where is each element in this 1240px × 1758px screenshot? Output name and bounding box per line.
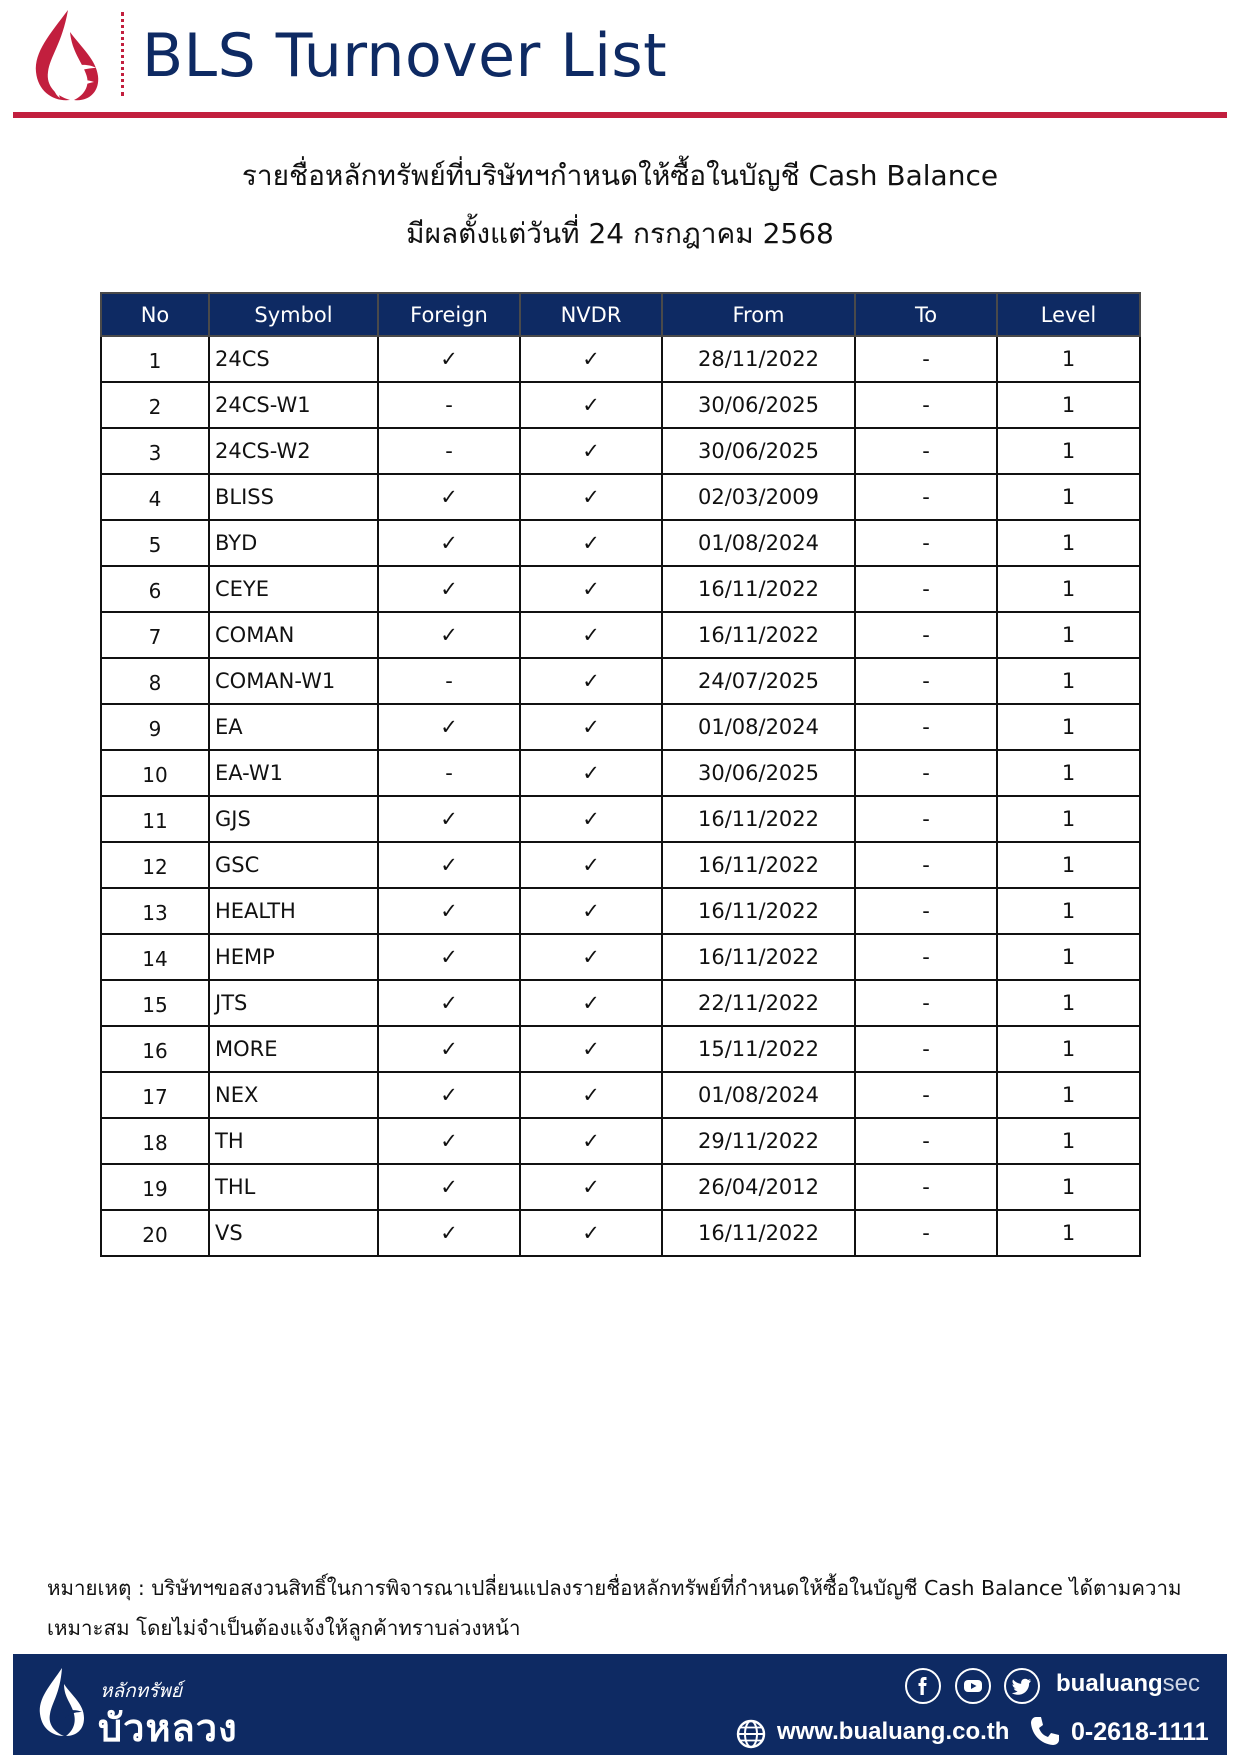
cell-nvdr: ✓ xyxy=(520,934,662,980)
cell-to: - xyxy=(855,612,997,658)
note-line1: หมายเหตุ : บริษัทฯขอสงวนสิทธิ์ในการพิจารณาเปลี่ยนแปลงรายชื่อหลักทรัพย์ที่กำหนดให้ซื้อในบัญชี Cash Balance ได้ตามความ xyxy=(47,1576,1182,1600)
cell-no: 14 xyxy=(101,934,209,980)
cell-to: - xyxy=(855,796,997,842)
cell-foreign: ✓ xyxy=(378,1026,520,1072)
cell-foreign: ✓ xyxy=(378,704,520,750)
cell-no: 11 xyxy=(101,796,209,842)
cell-foreign: - xyxy=(378,658,520,704)
cell-no: 17 xyxy=(101,1072,209,1118)
cell-symbol: 24CS-W1 xyxy=(209,382,378,428)
cell-foreign: ✓ xyxy=(378,934,520,980)
cell-from: 24/07/2025 xyxy=(662,658,855,704)
subtitle-line1: รายชื่อหลักทรัพย์ที่บริษัทฯกำหนดให้ซื้อในบัญชี Cash Balance xyxy=(241,159,999,192)
cell-symbol: HEMP xyxy=(209,934,378,980)
table-row xyxy=(101,1210,1140,1256)
cell-nvdr: ✓ xyxy=(520,750,662,796)
cell-no: 7 xyxy=(101,612,209,658)
cell-foreign: ✓ xyxy=(378,888,520,934)
table-row xyxy=(101,1026,1140,1072)
cell-symbol: 24CS-W2 xyxy=(209,428,378,474)
footer-brand-small: หลักทรัพย์ xyxy=(100,1680,183,1702)
facebook-icon[interactable] xyxy=(905,1668,941,1704)
cell-nvdr: ✓ xyxy=(520,1026,662,1072)
cell-no: 2 xyxy=(101,382,209,428)
cell-nvdr: ✓ xyxy=(520,658,662,704)
cell-level: 1 xyxy=(997,750,1140,796)
cell-nvdr: ✓ xyxy=(520,1210,662,1256)
social-handle-light: sec xyxy=(1162,1670,1201,1697)
website-link[interactable]: www.bualuang.co.th xyxy=(777,1718,1010,1745)
globe-icon xyxy=(735,1718,767,1750)
cell-foreign: ✓ xyxy=(378,336,520,382)
cell-foreign: ✓ xyxy=(378,566,520,612)
column-header-to: To xyxy=(855,293,997,336)
cell-symbol: EA-W1 xyxy=(209,750,378,796)
cell-level: 1 xyxy=(997,1210,1140,1256)
table-row xyxy=(101,704,1140,750)
cell-from: 01/08/2024 xyxy=(662,704,855,750)
table-row xyxy=(101,1072,1140,1118)
cell-symbol: THL xyxy=(209,1164,378,1210)
header-divider xyxy=(121,12,124,96)
cell-symbol: CEYE xyxy=(209,566,378,612)
cell-foreign: ✓ xyxy=(378,796,520,842)
cell-symbol: GJS xyxy=(209,796,378,842)
cell-nvdr: ✓ xyxy=(520,474,662,520)
cell-level: 1 xyxy=(997,704,1140,750)
cell-symbol: VS xyxy=(209,1210,378,1256)
cell-no: 19 xyxy=(101,1164,209,1210)
turnover-table xyxy=(100,292,1141,1257)
cell-nvdr: ✓ xyxy=(520,566,662,612)
table-row xyxy=(101,428,1140,474)
cell-no: 12 xyxy=(101,842,209,888)
cell-to: - xyxy=(855,382,997,428)
twitter-icon[interactable] xyxy=(1004,1668,1040,1704)
column-header-no: No xyxy=(101,293,209,336)
table-row xyxy=(101,336,1140,382)
cell-symbol: BYD xyxy=(209,520,378,566)
cell-foreign: ✓ xyxy=(378,1210,520,1256)
table-row xyxy=(101,1118,1140,1164)
cell-no: 6 xyxy=(101,566,209,612)
cell-level: 1 xyxy=(997,336,1140,382)
column-header-from: From xyxy=(662,293,855,336)
table-body xyxy=(101,336,1140,1256)
cell-foreign: ✓ xyxy=(378,1164,520,1210)
cell-symbol: COMAN-W1 xyxy=(209,658,378,704)
youtube-icon[interactable] xyxy=(955,1668,991,1704)
phone-number: 0-2618-1111 xyxy=(1071,1718,1209,1746)
cell-from: 29/11/2022 xyxy=(662,1118,855,1164)
cell-foreign: ✓ xyxy=(378,474,520,520)
cell-no: 20 xyxy=(101,1210,209,1256)
cell-nvdr: ✓ xyxy=(520,796,662,842)
cell-foreign: ✓ xyxy=(378,842,520,888)
cell-nvdr: ✓ xyxy=(520,520,662,566)
cell-from: 01/08/2024 xyxy=(662,520,855,566)
cell-symbol: GSC xyxy=(209,842,378,888)
cell-nvdr: ✓ xyxy=(520,1164,662,1210)
cell-from: 30/06/2025 xyxy=(662,382,855,428)
cell-foreign: ✓ xyxy=(378,612,520,658)
cell-foreign: - xyxy=(378,750,520,796)
bualuang-logo-icon xyxy=(36,1666,88,1738)
table-row xyxy=(101,658,1140,704)
cell-no: 4 xyxy=(101,474,209,520)
cell-to: - xyxy=(855,1026,997,1072)
cell-no: 3 xyxy=(101,428,209,474)
cell-symbol: HEALTH xyxy=(209,888,378,934)
cell-nvdr: ✓ xyxy=(520,704,662,750)
table-row xyxy=(101,612,1140,658)
cell-symbol: 24CS xyxy=(209,336,378,382)
cell-foreign: ✓ xyxy=(378,1072,520,1118)
cell-no: 16 xyxy=(101,1026,209,1072)
cell-to: - xyxy=(855,1118,997,1164)
cell-nvdr: ✓ xyxy=(520,980,662,1026)
cell-symbol: BLISS xyxy=(209,474,378,520)
cell-to: - xyxy=(855,428,997,474)
cell-from: 01/08/2024 xyxy=(662,1072,855,1118)
cell-level: 1 xyxy=(997,888,1140,934)
cell-symbol: NEX xyxy=(209,1072,378,1118)
cell-foreign: ✓ xyxy=(378,980,520,1026)
cell-level: 1 xyxy=(997,842,1140,888)
cell-to: - xyxy=(855,336,997,382)
cell-level: 1 xyxy=(997,658,1140,704)
cell-nvdr: ✓ xyxy=(520,842,662,888)
cell-no: 15 xyxy=(101,980,209,1026)
cell-to: - xyxy=(855,1210,997,1256)
cell-level: 1 xyxy=(997,566,1140,612)
cell-level: 1 xyxy=(997,428,1140,474)
social-handle-bold: bualuang xyxy=(1056,1670,1163,1697)
footer-brand-name: บัวหลวง xyxy=(98,1706,238,1750)
column-header-level: Level xyxy=(997,293,1140,336)
cell-to: - xyxy=(855,1164,997,1210)
table-row xyxy=(101,750,1140,796)
cell-symbol: MORE xyxy=(209,1026,378,1072)
cell-foreign: ✓ xyxy=(378,520,520,566)
cell-nvdr: ✓ xyxy=(520,1118,662,1164)
cell-no: 5 xyxy=(101,520,209,566)
cell-nvdr: ✓ xyxy=(520,382,662,428)
table-row xyxy=(101,888,1140,934)
cell-level: 1 xyxy=(997,934,1140,980)
cell-symbol: COMAN xyxy=(209,612,378,658)
cell-to: - xyxy=(855,704,997,750)
cell-foreign: - xyxy=(378,428,520,474)
cell-to: - xyxy=(855,934,997,980)
cell-nvdr: ✓ xyxy=(520,428,662,474)
subtitle-line2: มีผลตั้งแต่วันที่ 24 กรกฎาคม 2568 xyxy=(406,217,834,250)
cell-no: 18 xyxy=(101,1118,209,1164)
cell-to: - xyxy=(855,474,997,520)
cell-level: 1 xyxy=(997,474,1140,520)
header-rule xyxy=(13,112,1227,118)
cell-to: - xyxy=(855,566,997,612)
cell-nvdr: ✓ xyxy=(520,888,662,934)
table-row xyxy=(101,842,1140,888)
disclaimer-note xyxy=(47,1568,1207,1648)
cell-level: 1 xyxy=(997,1072,1140,1118)
table-row xyxy=(101,796,1140,842)
cell-from: 02/03/2009 xyxy=(662,474,855,520)
column-header-nvdr: NVDR xyxy=(520,293,662,336)
column-header-symbol: Symbol xyxy=(209,293,378,336)
cell-from: 15/11/2022 xyxy=(662,1026,855,1072)
cell-from: 16/11/2022 xyxy=(662,842,855,888)
table-row xyxy=(101,934,1140,980)
cell-to: - xyxy=(855,888,997,934)
cell-level: 1 xyxy=(997,1026,1140,1072)
cell-no: 9 xyxy=(101,704,209,750)
cell-no: 10 xyxy=(101,750,209,796)
table-row xyxy=(101,980,1140,1026)
cell-to: - xyxy=(855,520,997,566)
cell-level: 1 xyxy=(997,1118,1140,1164)
table-row xyxy=(101,382,1140,428)
cell-no: 8 xyxy=(101,658,209,704)
cell-level: 1 xyxy=(997,796,1140,842)
cell-no: 1 xyxy=(101,336,209,382)
cell-level: 1 xyxy=(997,382,1140,428)
cell-from: 16/11/2022 xyxy=(662,612,855,658)
cell-from: 16/11/2022 xyxy=(662,934,855,980)
cell-to: - xyxy=(855,750,997,796)
cell-no: 13 xyxy=(101,888,209,934)
cell-to: - xyxy=(855,1072,997,1118)
table-row xyxy=(101,1164,1140,1210)
cell-to: - xyxy=(855,658,997,704)
table-header-row xyxy=(101,293,1140,336)
cell-level: 1 xyxy=(997,1164,1140,1210)
cell-level: 1 xyxy=(997,612,1140,658)
cell-from: 22/11/2022 xyxy=(662,980,855,1026)
cell-foreign: ✓ xyxy=(378,1118,520,1164)
cell-to: - xyxy=(855,842,997,888)
cell-symbol: JTS xyxy=(209,980,378,1026)
cell-level: 1 xyxy=(997,980,1140,1026)
cell-level: 1 xyxy=(997,520,1140,566)
note-line2: เหมาะสม โดยไม่จำเป็นต้องแจ้งให้ลูกค้าทราบล่วงหน้า xyxy=(47,1616,521,1640)
table-row xyxy=(101,474,1140,520)
cell-from: 30/06/2025 xyxy=(662,428,855,474)
cell-from: 16/11/2022 xyxy=(662,796,855,842)
table-row xyxy=(101,520,1140,566)
cell-from: 16/11/2022 xyxy=(662,888,855,934)
cell-nvdr: ✓ xyxy=(520,1072,662,1118)
page-title: BLS Turnover List xyxy=(142,21,668,91)
cell-from: 30/06/2025 xyxy=(662,750,855,796)
cell-from: 26/04/2012 xyxy=(662,1164,855,1210)
cell-foreign: - xyxy=(378,382,520,428)
cell-symbol: TH xyxy=(209,1118,378,1164)
cell-from: 16/11/2022 xyxy=(662,566,855,612)
cell-nvdr: ✓ xyxy=(520,336,662,382)
cell-from: 28/11/2022 xyxy=(662,336,855,382)
social-handle xyxy=(1056,1670,1200,1698)
phone-icon xyxy=(1028,1714,1062,1748)
flame-logo-icon xyxy=(30,8,106,104)
table-row xyxy=(101,566,1140,612)
column-header-foreign: Foreign xyxy=(378,293,520,336)
cell-from: 16/11/2022 xyxy=(662,1210,855,1256)
cell-to: - xyxy=(855,980,997,1026)
cell-symbol: EA xyxy=(209,704,378,750)
cell-nvdr: ✓ xyxy=(520,612,662,658)
